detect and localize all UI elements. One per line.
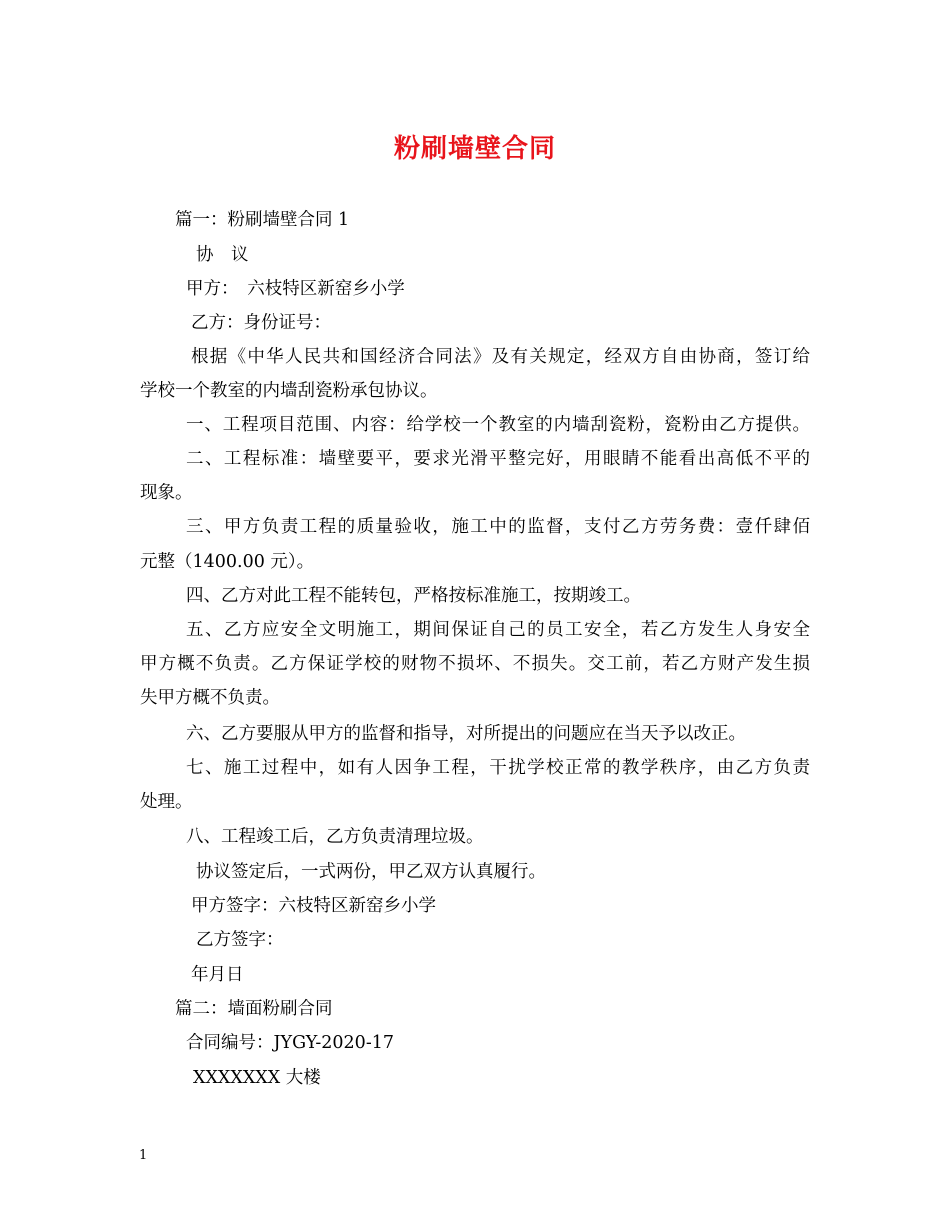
clause-3: 三、甲方负责工程的质量验收，施工中的监督，支付乙方劳务费：壹仟肆佰 — [186, 517, 810, 537]
clause-2-cont: 现象。 — [140, 483, 193, 503]
party-b-signature: 乙方签字： — [196, 930, 284, 950]
paragraph-line: 学校一个教室的内墙刮瓷粉承包协议。 — [140, 381, 438, 401]
clause-3-cont: 元整（1400.00 元）。 — [140, 552, 315, 572]
section-heading-1: 篇一：粉刷墙壁合同 1 — [175, 210, 350, 230]
clause-7-cont: 处理。 — [140, 792, 193, 812]
document-title: 粉刷墙壁合同 — [393, 134, 556, 164]
party-a-line: 甲方： 六枝特区新窑乡小学 — [186, 279, 405, 299]
clause-2: 二、工程标准：墙壁要平，要求光滑平整完好，用眼睛不能看出高低不平的 — [186, 449, 810, 469]
clause-1: 一、工程项目范围、内容：给学校一个教室的内墙刮瓷粉，瓷粉由乙方提供。 — [186, 415, 810, 435]
party-a-signature: 甲方签字：六枝特区新窑乡小学 — [191, 896, 436, 916]
page-number: 1 — [139, 1148, 148, 1163]
contract-number: 合同编号：JYGY-2020-17 — [186, 1033, 395, 1053]
clause-6: 六、乙方要服从甲方的监督和指导，对所提出的问题应在当天予以改正。 — [186, 724, 746, 744]
clause-5-cont: 甲方概不负责。乙方保证学校的财物不损坏、不损失。交工前，若乙方财产发生损 — [140, 654, 810, 674]
closing-line: 协议签定后，一式两份，甲乙双方认真履行。 — [196, 862, 546, 882]
agreement-heading: 协 议 — [196, 245, 249, 265]
clause-4: 四、乙方对此工程不能转包，严格按标准施工，按期竣工。 — [186, 586, 641, 606]
clause-5-cont: 失甲方概不负责。 — [140, 688, 280, 708]
building-name: XXXXXXX 大楼 — [193, 1068, 321, 1088]
clause-7: 七、施工过程中，如有人因争工程，干扰学校正常的教学秩序，由乙方负责 — [186, 758, 810, 778]
party-b-line: 乙方：身份证号： — [191, 313, 331, 333]
paragraph-line: 根据《中华人民共和国经济合同法》及有关规定，经双方自由协商，签订给 — [191, 347, 810, 367]
section-heading-2: 篇二：墙面粉刷合同 — [175, 999, 333, 1019]
date-line: 年月日 — [191, 965, 244, 985]
clause-8: 八、工程竣工后，乙方负责清理垃圾。 — [186, 827, 484, 847]
clause-5: 五、乙方应安全文明施工，期间保证自己的员工安全，若乙方发生人身安全 — [186, 620, 810, 640]
